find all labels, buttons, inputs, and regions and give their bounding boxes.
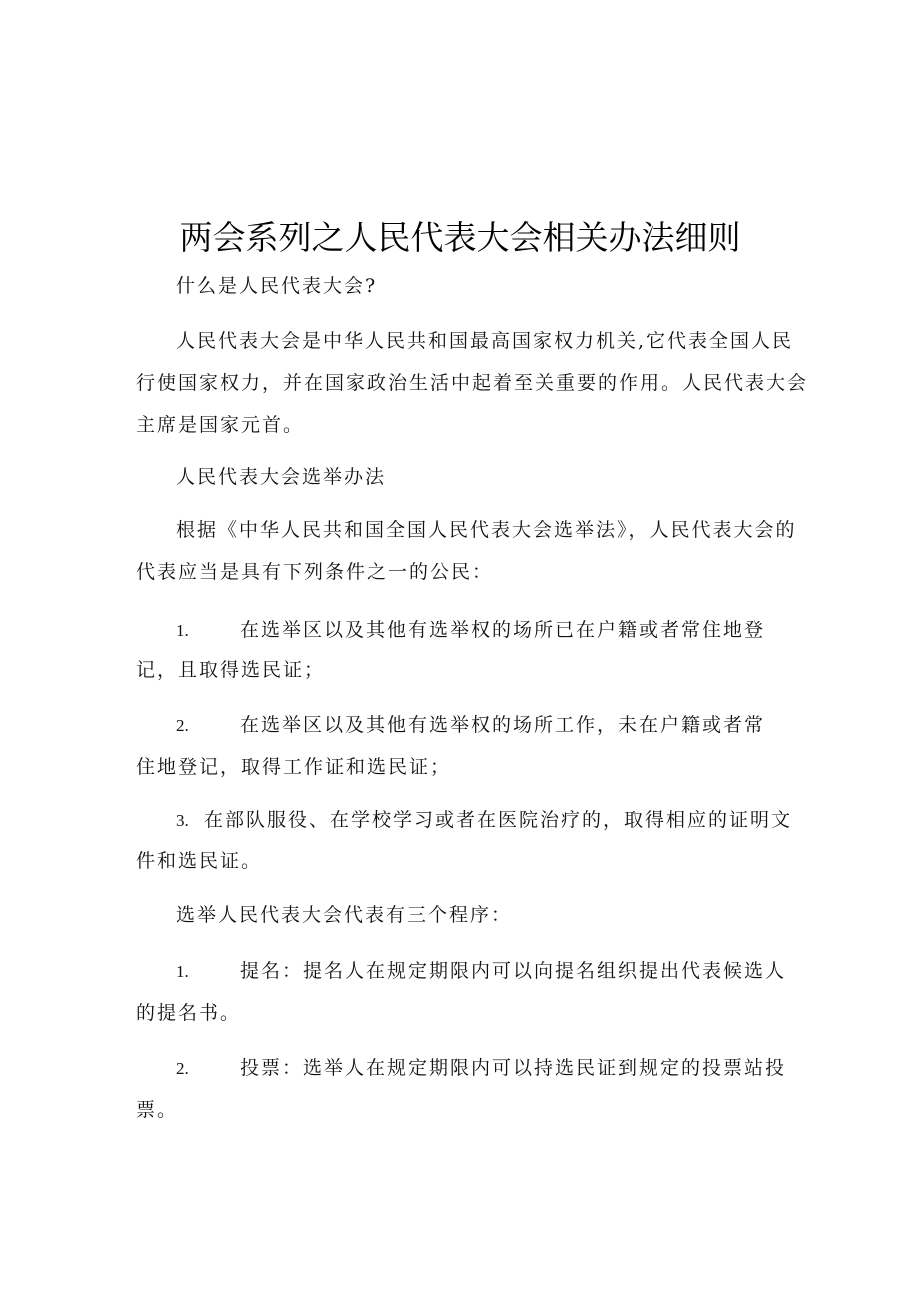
paragraph-line: 人民代表大会是中华人民共和国最高国家权力机关,它代表全国人民 [176, 330, 794, 352]
list-item-text: 的提名书。 [136, 1002, 242, 1024]
list-item-text: 记，且取得选民证； [136, 659, 326, 681]
list-item-text: 投票：选举人在规定期限内可以持选民证到规定的投票站投 [240, 1057, 787, 1079]
list-item-text: 在部队服役、在学校学习或者在医院治疗的，取得相应的证明文 [204, 809, 793, 831]
section-heading: 人民代表大会选举办法 [176, 466, 387, 488]
page-title: 两会系列之人民代表大会相关办法细则 [179, 218, 741, 257]
list-item-number: 2. [176, 716, 189, 735]
list-item-text: 在选举区以及其他有选举权的场所已在户籍或者常住地登 [240, 619, 766, 641]
list-item-number: 1. [176, 621, 189, 640]
paragraph-line: 代表应当是具有下列条件之一的公民： [136, 561, 494, 583]
paragraph-line: 主席是国家元首。 [136, 414, 305, 436]
list-item-text: 提名：提名人在规定期限内可以向提名组织提出代表候选人 [240, 960, 787, 982]
paragraph-line: 根据《中华人民共和国全国人民代表大会选举法》，人民代表大会的 [176, 519, 797, 541]
list-item-number: 3. [176, 811, 189, 830]
list-item-number: 2. [176, 1059, 189, 1078]
list-item-text: 件和选民证。 [136, 850, 263, 872]
list-item-number: 1. [176, 962, 189, 981]
paragraph-line: 行使国家权力，并在国家政治生活中起着至关重要的作用。人民代表大会 [136, 372, 809, 394]
question-heading: 什么是人民代表大会? [176, 275, 378, 297]
list-item-text: 住地登记，取得工作证和选民证； [136, 756, 452, 778]
section-heading: 选举人民代表大会代表有三个程序： [176, 904, 513, 926]
list-item-text: 在选举区以及其他有选举权的场所工作，未在户籍或者常 [240, 714, 766, 736]
list-item-text: 票。 [136, 1099, 179, 1121]
